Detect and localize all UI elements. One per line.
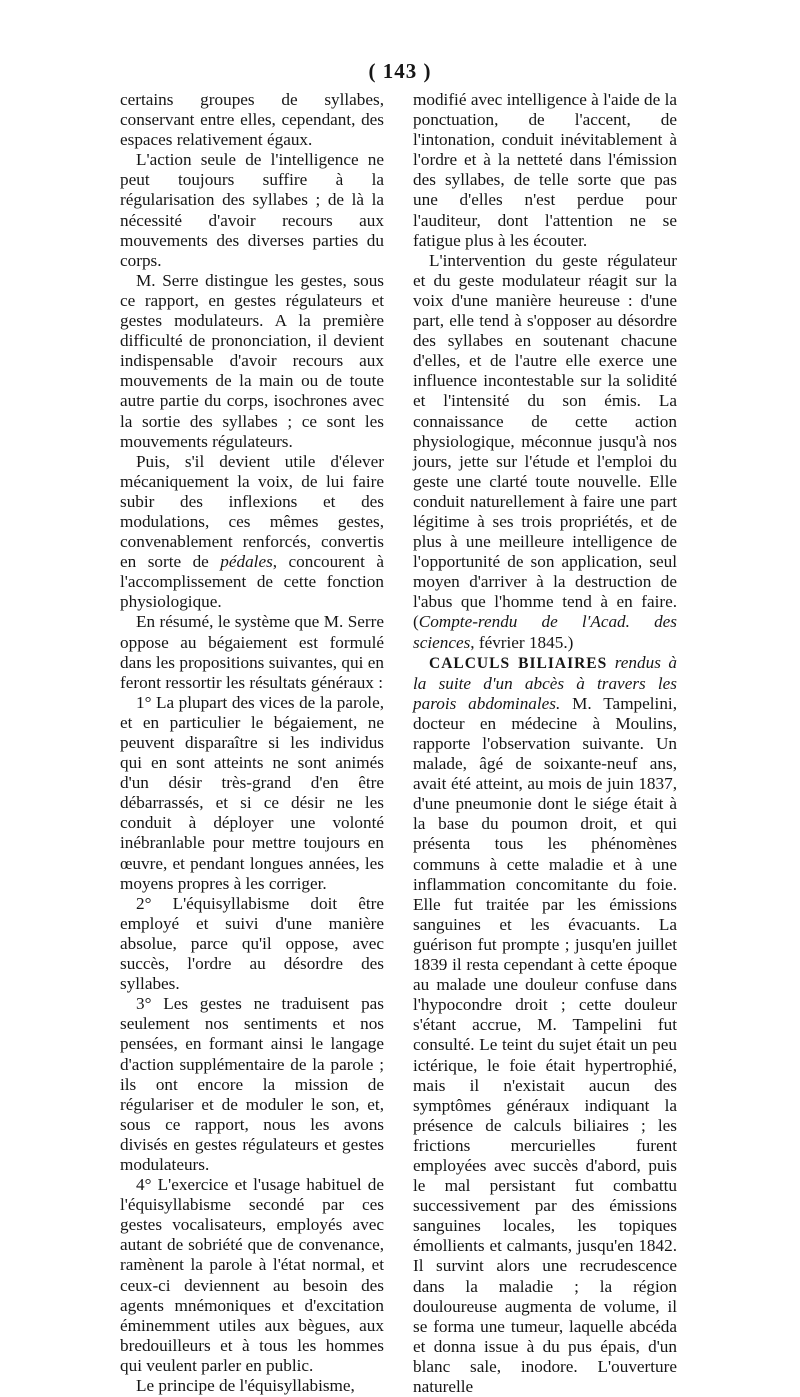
paragraph-text: M. Tampelini, docteur en médecine à Moulins, rapporte l'observation suivante. Un malade, âgé de soixante-neuf ans, avait été atteint, au mois de juin 1837, d'une pneumonie dont le siége était à la base du poumon droit, et qui présenta tous les phénomènes communs à cette maladie et à une inflammation concomitante du foie. Elle fut traitée par les émissions sanguines et les évacuants. La guérison fut prompte ; jusqu'en juillet 1839 il resta cependant à cette époque au malade une douleur confuse dans l'hypocondre droit ; cette douleur s'étant accrue, M. Tampelini fut consulté. Le teint du sujet était un peu ictérique, le foie était hypertrophié, mais il n'existait aucun des symptômes généraux indiquant la présence de calculs biliaires ; les frictions mercurielles furent employées avec succès d'abord, puis le mal persistant fut combattu successivement par des émissions sanguines locales, les topiques émollients et calmants, jusqu'en 1842. Il survint alors une recrudescence dans la maladie ; la région douloureuse augmenta de volume, il se forma une tumeur, laquelle abcéda et donna issue à du pus épais, d'un blanc sale, inodore. L'ouverture naturelle — [413, 693, 677, 1396]
right-column — [413, 90, 677, 1397]
citation-italic: Compte-rendu de l'Acad. des sciences — [413, 612, 677, 652]
article-subtitle: rendus à la suite d'un abcès à travers les parois abdominales. — [413, 652, 677, 713]
list-item: 2° L'équisyllabisme doit être employé et suivi d'une manière absolue, parce qu'il oppose, avec succès, l'ordre au désordre des syllabes. — [120, 893, 384, 994]
page-number: ( 143 ) — [368, 59, 432, 83]
paragraph-text: , février 1845.) — [470, 632, 574, 652]
list-item: 3° Les gestes ne traduisent pas seulement nos sentiments et nos pensées, en formant ainsi le langage d'action supplémentaire de la parole ; ils ont encore la mission de régulariser et de moduler le son, et, sous ce rapport, nous les avons divisés en gestes régulateurs et gestes modulateurs. — [120, 994, 384, 1174]
paragraph: L'action seule de l'intelligence ne peut toujours suffire à la régularisation des syllabes ; de là la nécessité d'avoir recours aux mouvements des diverses parties du corps. — [120, 150, 384, 270]
paragraph: M. Serre distingue les gestes, sous ce rapport, en gestes régulateurs et gestes modulateurs. A la première difficulté de prononciation, il devient indispensable d'avoir recours aux mouvements de la main ou de toute autre partie du corps, isochrones avec la sortie des syllabes ; ce sont les mouvements régulateurs. — [120, 270, 384, 451]
list-item: 4° L'exercice et l'usage habituel de l'équisyllabisme secondé par ces gestes vocalisateurs, employés avec autant de sobriété que de convenance, ramènent la parole à l'état normal, et ceux-ci deviennent au besoin des agents mnémoniques et d'excitation éminemment utiles aux bègues, aux bredouilleurs et à tous les hommes qui veulent parler en public. — [120, 1175, 384, 1375]
paragraph — [120, 452, 384, 613]
list-item: 1° La plupart des vices de la parole, et en particulier le bégaiement, ne peuvent disparaître si les individus qui en sont atteints ne sont animés d'un désir très-grand d'en être débarrassés, et si ce désir ne les conduit à déployer une volonté inébranlable pour mettre toujours en œuvre, et pendant longues années, les moyens propres à les corriger. — [120, 692, 384, 893]
left-column — [120, 90, 384, 1396]
article-heading: CALCULS BILIAIRES — [429, 654, 608, 672]
paragraph-text: Puis, s'il devient utile d'élever mécaniquement la voix, de lui faire subir des inflexions et des modulations, ces mêmes gestes, convenablement renforcés, convertis en sorte de — [120, 451, 384, 572]
paragraph — [413, 251, 677, 653]
paragraph: En résumé, le système que M. Serre oppose au bégaiement est formulé dans les propositions suivantes, qui en feront ressortir les résultats généraux : — [120, 612, 384, 692]
paragraph: modifié avec intelligence à l'aide de la ponctuation, de l'accent, de l'intonation, conduit inévitablement à l'ordre et à la netteté dans l'émission des syllabes, de telle sorte que pas une d'elles n'est perdue pour l'auditeur, dont l'attention ne se fatigue plus à les écouter. — [413, 90, 677, 250]
paragraph: Le principe de l'équisyllabisme, — [136, 1376, 355, 1395]
article-paragraph — [413, 653, 677, 1397]
italic-term: pédales — [220, 552, 273, 572]
paragraph-text: L'intervention du geste régulateur et du geste modulateur réagit sur la voix d'une manière heureuse : d'une part, elle tend à s'opposer au désordre des syllabes en soutenant chacune d'elles, et de l'autre elle exerce une influence incontestable sur la solidité et l'intensité du son émis. La connaissance de cette action physiologique, méconnue jusqu'à nos jours, jette sur l'étude et l'emploi du geste une clarté toute nouvelle. Elle conduit naturellement à faire une part légitime à ses trois propriétés, et de plus à une meilleure intelligence de l'opportunité de son application, seul moyen d'arriver à la destruction de l'abus que l'homme tend à en faire. ( — [413, 250, 677, 632]
paragraph: certains groupes de syllabes, conservant entre elles, cependant, des espaces relativement égaux. — [120, 90, 384, 150]
paragraph-text: , concourent à l'accomplissement de cette fonction physiologique. — [120, 552, 384, 612]
